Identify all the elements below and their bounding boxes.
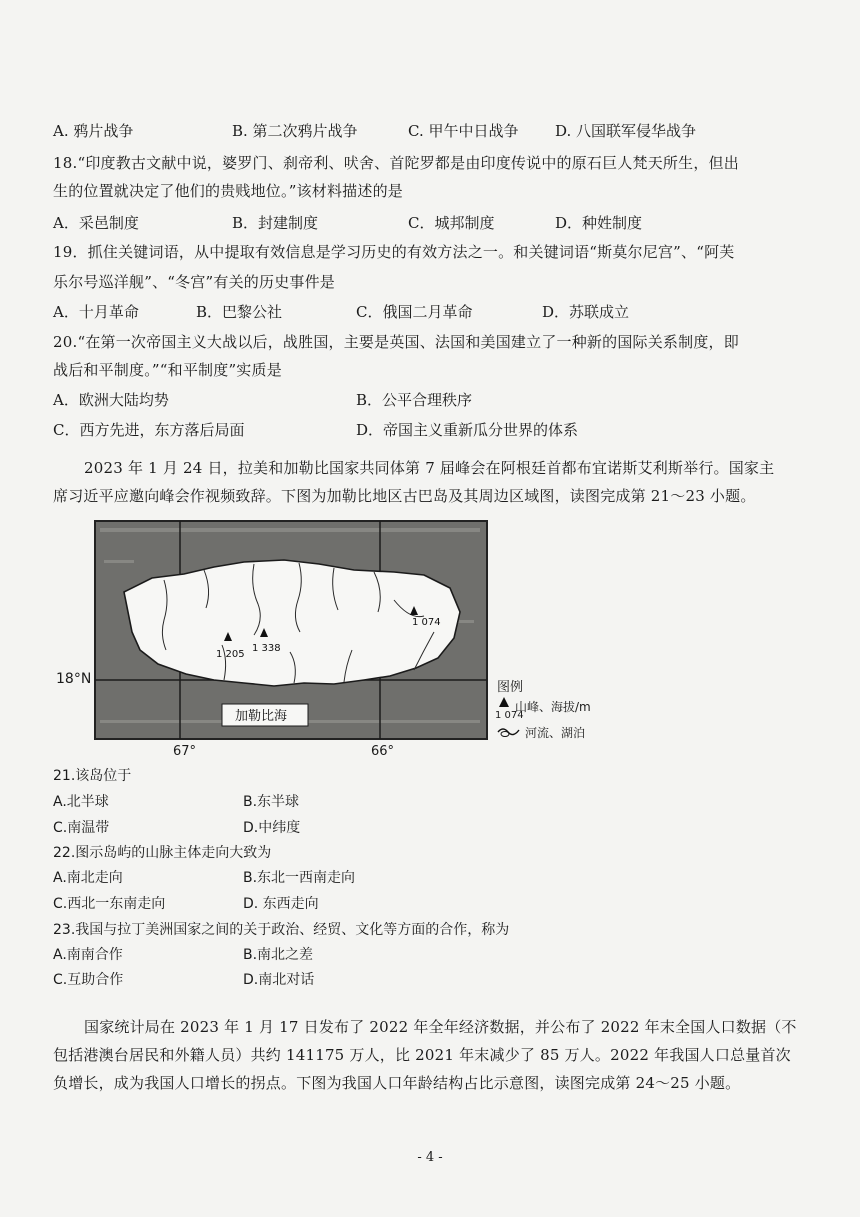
sea-label: 加勒比海 (235, 709, 288, 724)
q19-option-c: C．俄国二月革命 (356, 303, 473, 321)
q18-stem-line1: 18.“印度教古文献中说，婆罗门、刹帝利、吠舍、首陀罗都是由印度传说中的原石巨人梵天所生，但出 (53, 154, 739, 172)
intro-24-25-line2: 包括港澳台居民和外籍人员）共约 141175 万人，比 2021 年末减少了 85 万人。2022 年我国人口总量首次 (53, 1046, 791, 1064)
q20-option-c: C．西方先进，东方落后局面 (53, 421, 245, 439)
q19-option-d: D．苏联成立 (542, 303, 630, 321)
map-svg (94, 520, 488, 740)
intro-21-23-line1: 2023 年 1 月 24 日，拉美和加勒比国家共同体第 7 届峰会在阿根廷首都布宜诺斯艾利斯举行。国家主 (84, 459, 775, 477)
legend-peak-icon (499, 696, 509, 710)
lat-label: 18°N (56, 671, 92, 687)
q19-stem-line1: 19．抓住关键词语，从中提取有效信息是学习历史的有效方法之一。和关键词语“斯莫尔尼宫”、“阿芙 (53, 243, 735, 261)
q23-option-a: A.南南合作 (53, 947, 123, 963)
q22-option-a: A.南北走向 (53, 870, 123, 886)
page-number: - 4 - (417, 1150, 443, 1165)
q20-stem-line1: 20.“在第一次帝国主义大战以后，战胜国，主要是英国、法国和美国建立了一种新的国际关系制度，即 (53, 333, 739, 351)
peak-label-1074: 1 074 (412, 617, 441, 628)
q21-option-b: B.东半球 (243, 794, 300, 810)
q23-stem: 23.我国与拉丁美洲国家之间的关于政治、经贸、文化等方面的合作，称为 (53, 922, 510, 938)
legend-river-text: 河流、湖泊 (525, 726, 586, 740)
peak-label-1205: 1 205 (216, 649, 245, 660)
q23-option-d: D.南北对话 (243, 972, 315, 988)
legend-title: 图例 (497, 680, 524, 695)
q18-option-b: B．封建制度 (232, 214, 319, 232)
q17-option-d: D. 八国联军侵华战争 (555, 122, 697, 140)
q23-option-c: C.互助合作 (53, 972, 124, 988)
q19-option-a: A．十月革命 (53, 303, 139, 321)
q17-option-b: B. 第二次鸦片战争 (232, 122, 358, 140)
legend-river-icon (497, 724, 521, 741)
intro-21-23-line2: 席习近平应邀向峰会作视频致辞。下图为加勒比地区古巴岛及其周边区域图，读图完成第 21～23 小题。 (53, 487, 756, 505)
legend-peak-value: 1 074 (495, 710, 524, 721)
q17-option-c: C. 甲午中日战争 (408, 122, 519, 140)
q20-option-b: B．公平合理秩序 (356, 391, 473, 409)
q22-option-d: D. 东西走向 (243, 896, 319, 912)
q21-option-c: C.南温带 (53, 820, 110, 836)
q21-option-a: A.北半球 (53, 794, 109, 810)
q20-stem-line2: 战后和平制度。”“和平制度”实质是 (53, 361, 282, 379)
q22-stem: 22.图示岛屿的山脉主体走向大致为 (53, 845, 272, 861)
q20-option-d: D．帝国主义重新瓜分世界的体系 (356, 421, 579, 439)
q19-stem-line2: 乐尔号巡洋舰”、“冬宫”有关的历史事件是 (53, 273, 336, 291)
q17-option-a: A. 鸦片战争 (53, 122, 134, 140)
q19-option-b: B．巴黎公社 (196, 303, 283, 321)
q21-stem: 21.该岛位于 (53, 768, 132, 784)
q18-option-c: C．城邦制度 (408, 214, 495, 232)
q18-stem-line2: 生的位置就决定了他们的贵贱地位。”该材料描述的是 (53, 182, 403, 200)
lon-label-66: 66° (371, 744, 395, 759)
intro-24-25-line3: 负增长，成为我国人口增长的拐点。下图为我国人口年龄结构占比示意图，读图完成第 24～25 小题。 (53, 1074, 741, 1092)
q21-option-d: D.中纬度 (243, 820, 301, 836)
legend-peak-text: 山峰、海拔/m (515, 700, 591, 714)
puerto-rico-map (94, 520, 488, 740)
island-shape (124, 560, 460, 686)
q18-option-a: A．采邑制度 (53, 214, 139, 232)
lon-label-67: 67° (173, 744, 197, 759)
q22-option-b: B.东北一西南走向 (243, 870, 356, 886)
peak-label-1338: 1 338 (252, 643, 281, 654)
intro-24-25-line1: 国家统计局在 2023 年 1 月 17 日发布了 2022 年全年经济数据，并公布了 2022 年末全国人口数据（不 (84, 1018, 797, 1036)
q23-option-b: B.南北之差 (243, 947, 314, 963)
q22-option-c: C.西北一东南走向 (53, 896, 166, 912)
q18-option-d: D．种姓制度 (555, 214, 643, 232)
q20-option-a: A．欧洲大陆均势 (53, 391, 169, 409)
